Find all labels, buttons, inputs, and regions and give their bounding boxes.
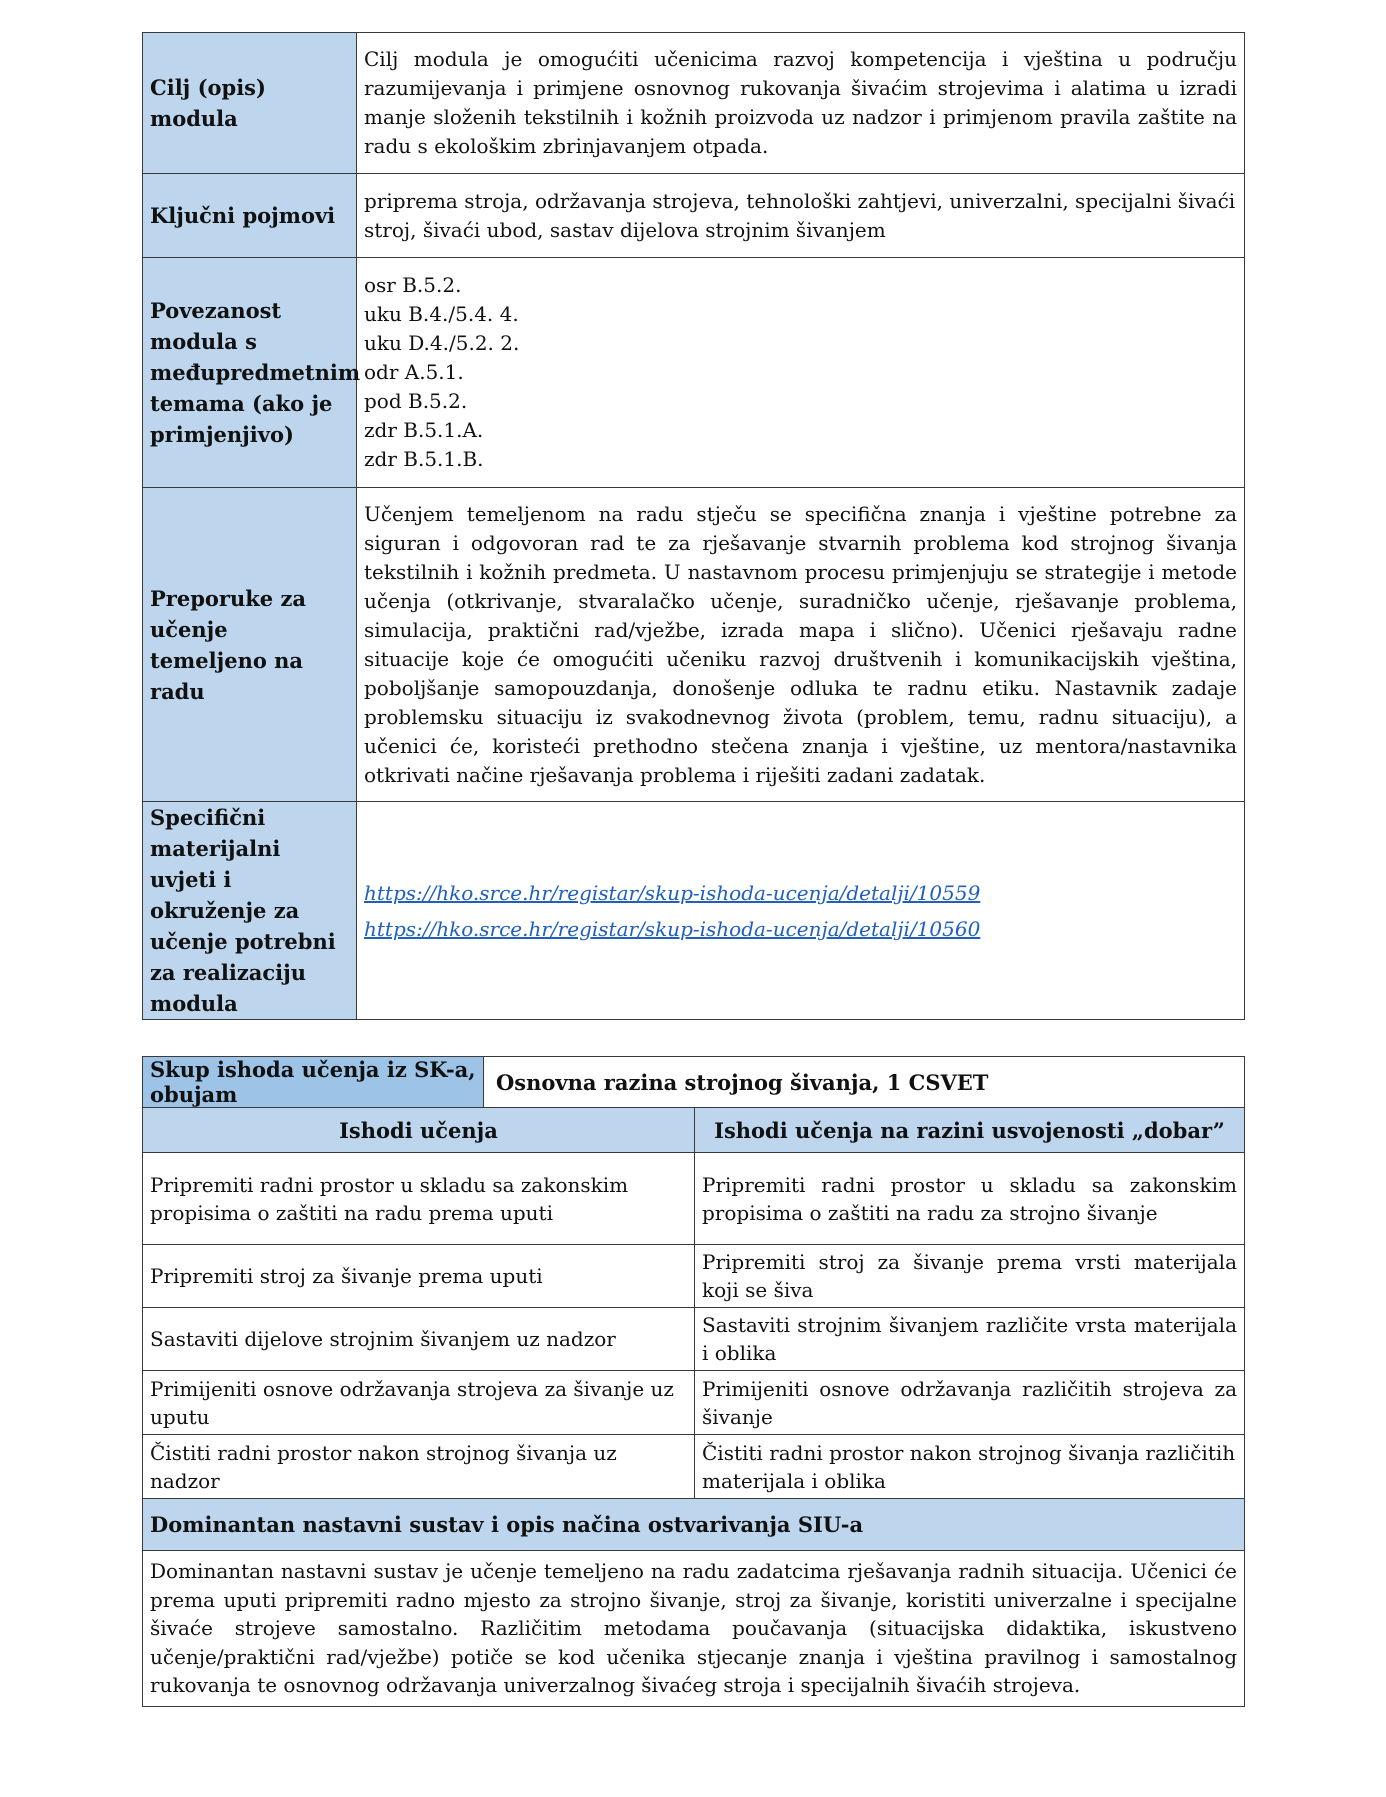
outcome-good-cell: Pripremiti stroj za šivanje prema vrsti materijala koji se šiva	[695, 1245, 1245, 1308]
table-row	[143, 33, 1245, 174]
module-info-table	[142, 32, 1245, 1020]
row-value: Cilj modula je omogućiti učenicima razvoj kompetencija i vještina u području razumijevanja i primjene osnovnog rukovanja šivaćim strojevima i alatima u izradi manje složenih tekstilnih i kožnih proizvoda uz nadzor i primjenom pravila zaštite na radu s ekološkim zbrinjavanjem otpada.	[357, 33, 1245, 174]
links-cell	[357, 802, 1245, 1020]
learning-outcomes-table	[142, 1056, 1245, 1707]
column-header-row	[143, 1108, 1245, 1153]
list-item: zdr B.5.1.A.	[364, 418, 484, 442]
list-item: uku B.4./5.4. 4.	[364, 302, 519, 326]
row-label: Povezanost modula s međupredmetnim temama (ako je primjenjivo)	[143, 258, 357, 488]
list-item: osr B.5.2.	[364, 273, 462, 297]
section-title: Dominantan nastavni sustav i opis načina ostvarivanja SIU-a	[143, 1499, 1245, 1551]
outcomes-set-value: Osnovna razina strojnog šivanja, 1 CSVET	[484, 1057, 1245, 1108]
section-body-row	[143, 1551, 1245, 1707]
list-item: pod B.5.2.	[364, 389, 468, 413]
row-value: priprema stroja, održavanja strojeva, tehnološki zahtjevi, univerzalni, specijalni šivaći stroj, šivaći ubod, sastav dijelova strojnim šivanjem	[357, 174, 1245, 258]
cross-curricular-list	[357, 258, 1245, 488]
table-row	[143, 488, 1245, 802]
outcome-good-cell: Sastaviti strojnim šivanjem različite vrsta materijala i oblika	[695, 1308, 1245, 1371]
table-row	[143, 1245, 1245, 1308]
list-item: zdr B.5.1.B.	[364, 447, 484, 471]
section-body: Dominantan nastavni sustav je učenje temeljeno na radu zadatcima rješavanja radnih situacija. Učenici će prema uputi pripremiti radno mjesto za strojno šivanje, stroj za šivanje, koristiti univerzalne i specijalne šivaće strojeve samostalno. Različitim metodama poučavanja (situacijska didaktika, iskustveno učenje/praktični rad/vježbe) potiče se kod učenika stjecanje znanja i vještina pravilnog i samostalnog rukovanja te osnovnog održavanja univerzalnog šivaćeg stroja i specijalnih šivaćih strojeva.	[143, 1551, 1245, 1707]
table-header-row	[143, 1057, 1245, 1108]
row-label: Cilj (opis) modula	[143, 33, 357, 174]
table-row	[143, 1435, 1245, 1499]
outcomes-set-label: Skup ishoda učenja iz SK-a, obujam	[143, 1057, 484, 1108]
outcome-good-cell: Primijeniti osnove održavanja različitih strojeva za šivanje	[695, 1371, 1245, 1435]
row-label: Specifični materijalni uvjeti i okruženje za učenje potrebni za realizaciju modula	[143, 802, 357, 1020]
table-row	[143, 802, 1245, 1020]
outcome-cell: Primijeniti osnove održavanja strojeva za šivanje uz uputu	[143, 1371, 695, 1435]
hko-link-10559[interactable]: https://hko.srce.hr/registar/skup-ishoda-ucenja/detalji/10559	[364, 880, 981, 905]
column-header-outcomes: Ishodi učenja	[143, 1108, 695, 1153]
outcome-cell: Pripremiti radni prostor u skladu sa zakonskim propisima o zaštiti na radu prema uputi	[143, 1153, 695, 1245]
list-item: odr A.5.1.	[364, 360, 464, 384]
table-row	[143, 1308, 1245, 1371]
outcome-good-cell: Čistiti radni prostor nakon strojnog šivanja različitih materijala i oblika	[695, 1435, 1245, 1499]
list-item: uku D.4./5.2. 2.	[364, 331, 520, 355]
row-label: Preporuke za učenje temeljeno na radu	[143, 488, 357, 802]
table-row	[143, 1371, 1245, 1435]
row-value: Učenjem temeljenom na radu stječu se specifična znanja i vještine potrebne za siguran i odgovoran rad te za rješavanje stvarnih problema kod strojnog šivanja tekstilnih i kožnih predmeta. U nastavnom procesu primjenjuju se strategije i metode učenja (otkrivanje, stvaralačko učenje, suradničko učenje, rješavanje problema, simulacija, praktični rad/vježbe, izrada mapa i slično). Učenici rješavaju radne situacije koje će omogućiti učeniku razvoj društvenih i komunikacijskih vještina, poboljšanje samopouzdanja, donošenje odluka te radnu etiku. Nastavnik zadaje problemsku situaciju iz svakodnevnog života (problem, temu, radnu situaciju), a učenici će, koristeći prethodno stečena znanja i vještine, uz mentora/nastavnika otkrivati načine rješavanja problema i riješiti zadani zadatak.	[357, 488, 1245, 802]
outcome-cell: Sastaviti dijelove strojnim šivanjem uz nadzor	[143, 1308, 695, 1371]
hko-link-10560[interactable]: https://hko.srce.hr/registar/skup-ishoda-ucenja/detalji/10560	[364, 916, 981, 941]
section-header-row	[143, 1499, 1245, 1551]
table-row	[143, 258, 1245, 488]
outcome-good-cell: Pripremiti radni prostor u skladu sa zakonskim propisima o zaštiti na radu za strojno šivanje	[695, 1153, 1245, 1245]
table-row	[143, 174, 1245, 258]
outcome-cell: Čistiti radni prostor nakon strojnog šivanja uz nadzor	[143, 1435, 695, 1499]
outcome-cell: Pripremiti stroj za šivanje prema uputi	[143, 1245, 695, 1308]
row-label: Ključni pojmovi	[143, 174, 357, 258]
column-header-good-level: Ishodi učenja na razini usvojenosti „dobar”	[695, 1108, 1245, 1153]
table-row	[143, 1153, 1245, 1245]
